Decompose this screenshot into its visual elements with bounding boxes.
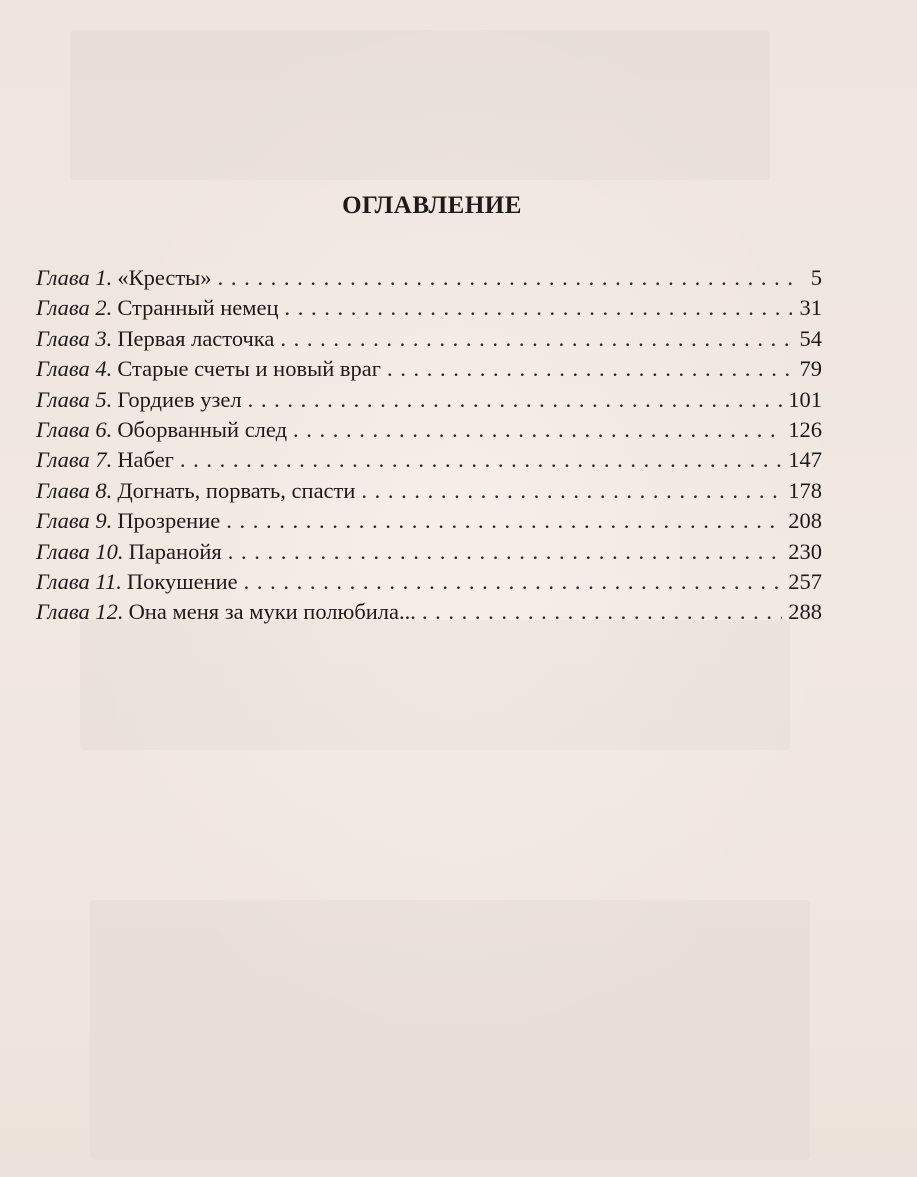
dot-leader bbox=[280, 324, 792, 354]
chapter-title: «Кресты» bbox=[117, 265, 212, 290]
toc-entry bbox=[36, 385, 822, 415]
dot-leader bbox=[218, 263, 792, 293]
show-through-block-top bbox=[70, 30, 770, 180]
chapter-number: Глава 8. bbox=[36, 477, 113, 503]
toc-entry bbox=[36, 445, 822, 475]
page-number: 147 bbox=[788, 447, 822, 473]
dot-leader bbox=[361, 476, 782, 506]
page-number: 208 bbox=[788, 508, 822, 534]
show-through-block-middle bbox=[80, 620, 790, 750]
chapter-title: Странный немец bbox=[117, 295, 279, 321]
toc-entry bbox=[36, 506, 822, 536]
page-number: 79 bbox=[799, 356, 822, 382]
dot-leader bbox=[180, 445, 782, 475]
show-through-block-bottom bbox=[90, 900, 810, 1160]
chapter-number: Глава 7. bbox=[36, 447, 113, 473]
toc-entry bbox=[36, 597, 822, 627]
page-number: 31 bbox=[799, 295, 822, 321]
chapter-title: Она меня за муки полюбила... bbox=[128, 599, 416, 625]
chapter-number: Глава 3. bbox=[36, 325, 113, 351]
chapter-title: Оборванный след bbox=[117, 416, 288, 442]
toc-heading: ОГЛАВЛЕНИЕ bbox=[342, 192, 522, 219]
page-number: 178 bbox=[788, 477, 822, 503]
dot-leader bbox=[226, 506, 782, 536]
chapter-title: Прозрение bbox=[117, 508, 221, 534]
toc-entry bbox=[36, 537, 822, 567]
chapter-number: Глава 10. bbox=[36, 538, 124, 564]
page-number: 288 bbox=[788, 599, 822, 625]
dot-leader bbox=[244, 567, 783, 597]
chapter-number: Глава 12. bbox=[36, 599, 124, 625]
toc-list bbox=[36, 263, 822, 628]
chapter-number: Глава 2. bbox=[36, 295, 113, 321]
toc-entry bbox=[36, 567, 822, 597]
dot-leader bbox=[293, 415, 782, 445]
chapter-title: Старые счеты и новый враг bbox=[117, 356, 381, 382]
page-number: 126 bbox=[788, 416, 822, 442]
toc-entry bbox=[36, 415, 822, 445]
dot-leader bbox=[228, 537, 783, 567]
page-number: 54 bbox=[799, 325, 822, 351]
chapter-number: Глава 4. bbox=[36, 356, 113, 382]
toc-entry bbox=[36, 293, 822, 323]
dot-leader bbox=[422, 597, 782, 627]
chapter-title: Гордиев узел bbox=[117, 386, 242, 412]
chapter-title: Паранойя bbox=[128, 538, 222, 564]
chapter-number: Глава 5. bbox=[36, 386, 113, 412]
dot-leader bbox=[387, 354, 792, 384]
toc-entry bbox=[36, 476, 822, 506]
toc-entry bbox=[36, 354, 822, 384]
chapter-title: Набег bbox=[117, 447, 174, 473]
chapter-title: Первая ласточка bbox=[117, 325, 275, 351]
chapter-title: Догнать, порвать, спасти bbox=[117, 477, 356, 503]
page-number: 230 bbox=[788, 538, 822, 564]
chapter-number: Глава 1. bbox=[36, 265, 113, 290]
toc-entry bbox=[36, 263, 822, 293]
dot-leader bbox=[248, 385, 783, 415]
page-number: 257 bbox=[788, 568, 822, 594]
page-number: 101 bbox=[788, 386, 822, 412]
chapter-title: Покушение bbox=[126, 568, 238, 594]
toc-entry bbox=[36, 324, 822, 354]
page-number: 5 bbox=[810, 265, 822, 290]
chapter-number: Глава 9. bbox=[36, 508, 113, 534]
chapter-number: Глава 6. bbox=[36, 416, 113, 442]
chapter-number: Глава 11. bbox=[36, 568, 122, 594]
dot-leader bbox=[285, 293, 792, 323]
